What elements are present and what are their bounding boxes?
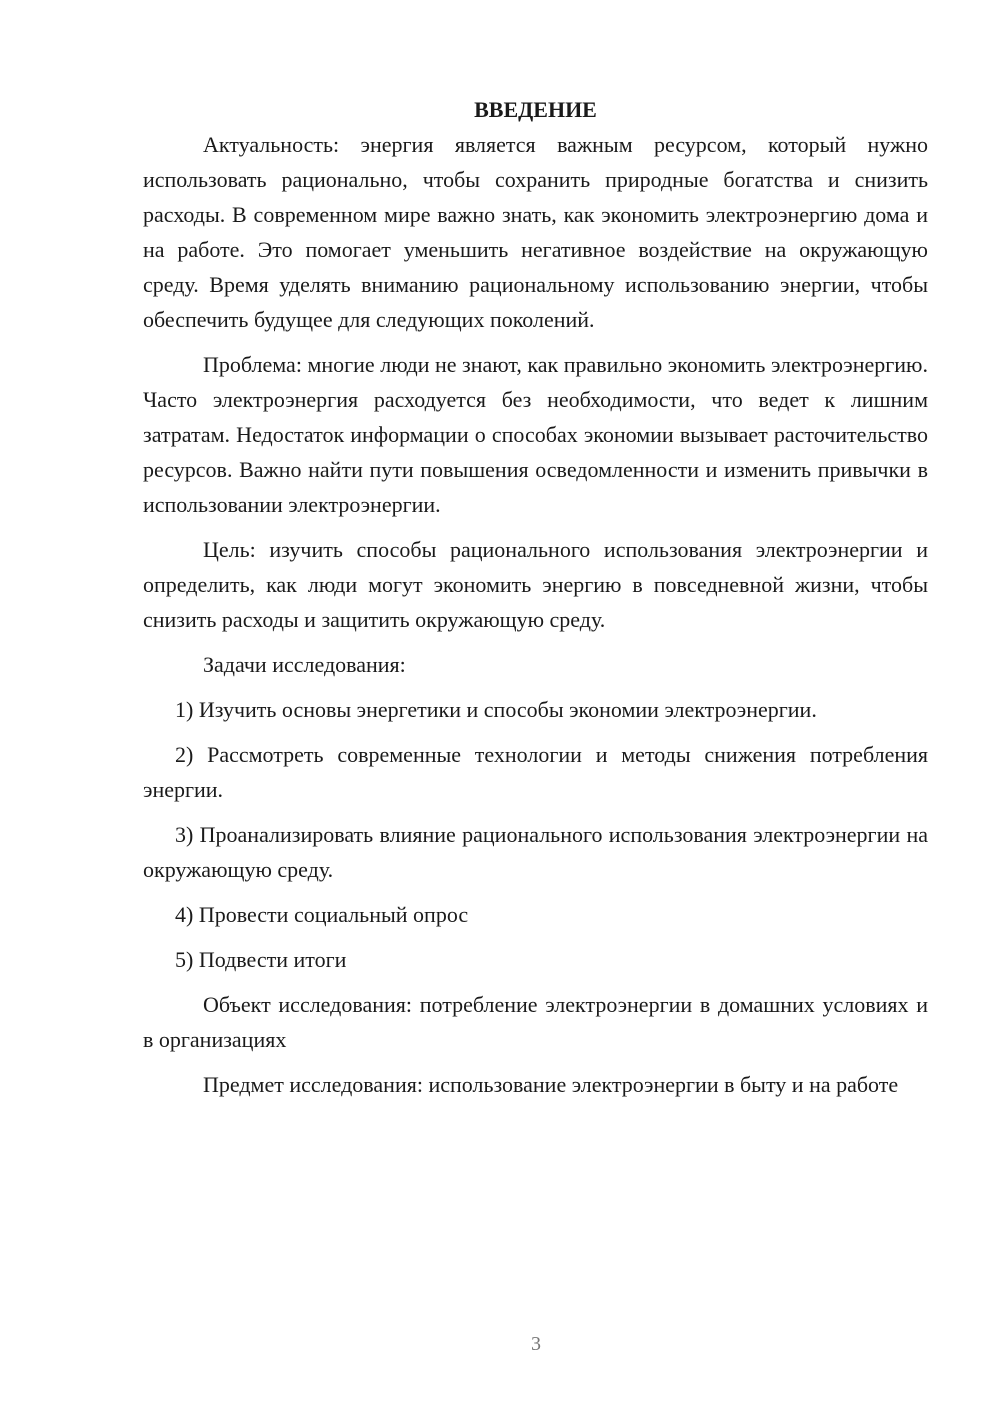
object-paragraph: Объект исследования: потребление электроэнергии в домашних условиях и в организациях (143, 992, 928, 1052)
tasks-heading: Задачи исследования: (203, 652, 406, 677)
relevance-paragraph: Актуальность: энергия является важным ресурсом, который нужно использовать рационально, чтобы сохранить природные богатства и снизить расходы. В современном мире важно знать, как экономить электроэнергию дома и на работе. Это помогает уменьшить негативное воздействие на окружающую среду. Время уделять вниманию рациональному использованию энергии, чтобы обеспечить будущее для следующих поколений. (143, 132, 928, 332)
problem-paragraph: Проблема: многие люди не знают, как правильно экономить электроэнергию. Часто электроэнергия расходуется без необходимости, что ведет к лишним затратам. Недостаток информации о способах экономии вызывает расточительство ресурсов. Важно найти пути повышения осведомленности и изменить привычки в использовании электроэнергии. (143, 352, 928, 517)
document-page (143, 92, 928, 1112)
goal-paragraph: Цель: изучить способы рационального использования электроэнергии и определить, как люди могут экономить энергию в повседневной жизни, чтобы снизить расходы и защитить окружающую среду. (143, 537, 928, 632)
task-item-1: 1) Изучить основы энергетики и способы экономии электроэнергии. (175, 697, 817, 722)
page-number: 3 (531, 1333, 541, 1355)
subject-paragraph: Предмет исследования: использование электроэнергии в быту и на работе (203, 1072, 899, 1097)
task-item-2: 2) Рассмотреть современные технологии и методы снижения потребления энергии. (143, 742, 928, 802)
task-item-3: 3) Проанализировать влияние рационального использования электроэнергии на окружающую среду. (143, 822, 928, 882)
page-title: ВВЕДЕНИЕ (474, 97, 597, 122)
task-item-5: 5) Подвести итоги (175, 947, 347, 972)
task-item-4: 4) Провести социальный опрос (175, 902, 469, 927)
